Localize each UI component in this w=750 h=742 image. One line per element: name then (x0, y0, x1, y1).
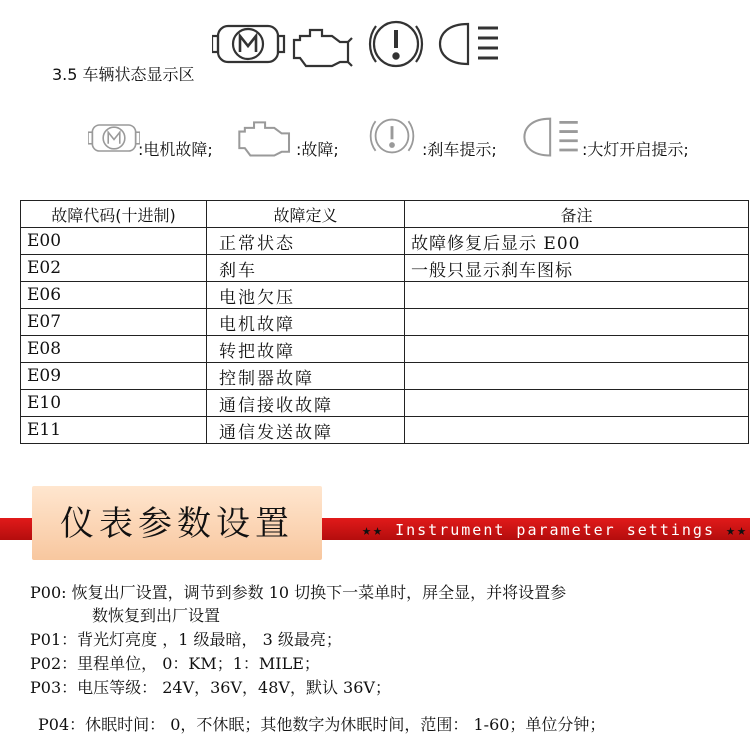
table-header-row (21, 201, 749, 228)
cell-note (405, 363, 749, 390)
header-code: 故障代码(十进制) (21, 201, 207, 228)
star-icon: ★★ (362, 521, 385, 539)
legend-item-headlight (516, 113, 744, 163)
table-row (21, 390, 749, 417)
banner-title: 仪表参数设置 (60, 504, 294, 544)
cell-note: 一般只显示刹车图标 (405, 255, 749, 282)
header-definition: 故障定义 (207, 201, 405, 228)
cell-definition: 刹车 (207, 255, 405, 282)
headlight-icon (520, 115, 584, 161)
engine-icon (234, 115, 298, 161)
param-p02: P02：里程单位， 0：KM；1：MILE； (30, 654, 320, 673)
fault-code-table (20, 200, 749, 444)
cell-code: E06 (21, 282, 207, 309)
banner-english-text: Instrument parameter settings (395, 521, 715, 539)
icon-legend (84, 113, 744, 163)
cell-definition: 电机故障 (207, 309, 405, 336)
cell-definition: 通信接收故障 (207, 390, 405, 417)
legend-label-engine: :故障; (296, 140, 339, 159)
cell-definition: 电池欠压 (207, 282, 405, 309)
table-row (21, 336, 749, 363)
cell-note (405, 336, 749, 363)
table-row (21, 309, 749, 336)
cell-note (405, 390, 749, 417)
cell-code: E07 (21, 309, 207, 336)
cell-definition: 通信发送故障 (207, 417, 405, 444)
table-row (21, 228, 749, 255)
param-p01: P01：背光灯亮度 ，1 级最暗， 3 级最亮； (30, 630, 342, 649)
legend-label-motor: :电机故障; (138, 140, 213, 159)
param-p03: P03：电压等级： 24V，36V，48V，默认 36V； (30, 678, 391, 697)
cell-code: E10 (21, 390, 207, 417)
table-row (21, 363, 749, 390)
cell-definition: 控制器故障 (207, 363, 405, 390)
cell-code: E02 (21, 255, 207, 282)
cell-code: E00 (21, 228, 207, 255)
header-note: 备注 (405, 201, 749, 228)
motor-icon (88, 117, 140, 159)
param-p00-line1: P00: 恢复出厂设置，调节到参数 10 切换下一菜单时，屏全显，并将设置参 (30, 583, 567, 602)
cell-code: E11 (21, 417, 207, 444)
legend-item-motor (84, 113, 234, 163)
param-p00-line2: 数恢复到出厂设置 (92, 606, 221, 625)
table-row (21, 417, 749, 444)
brake-warning-icon (370, 22, 422, 66)
brake-warning-icon (364, 113, 420, 159)
headlight-icon (440, 24, 498, 64)
param-p04: P04：休眠时间： 0，不休眠；其他数字为休眠时间，范围： 1-60；单位分钟； (38, 715, 606, 734)
legend-item-engine (234, 113, 364, 163)
legend-item-brake (364, 113, 524, 163)
star-icon: ★★ (726, 521, 749, 539)
status-icons-row (212, 16, 532, 70)
settings-banner (0, 486, 750, 560)
cell-definition: 转把故障 (207, 336, 405, 363)
section-title: 3.5 车辆状态显示区 (52, 65, 195, 84)
banner-english (362, 521, 748, 539)
table-row (21, 282, 749, 309)
cell-note (405, 417, 749, 444)
legend-label-headlight: :大灯开启提示; (582, 140, 689, 159)
motor-icon (212, 26, 284, 62)
cell-note (405, 309, 749, 336)
cell-code: E08 (21, 336, 207, 363)
cell-definition: 正常状态 (207, 228, 405, 255)
table-row (21, 255, 749, 282)
engine-icon (294, 30, 352, 66)
cell-code: E09 (21, 363, 207, 390)
legend-label-brake: :刹车提示; (422, 140, 497, 159)
cell-note (405, 282, 749, 309)
cell-note: 故障修复后显示 E00 (405, 228, 749, 255)
